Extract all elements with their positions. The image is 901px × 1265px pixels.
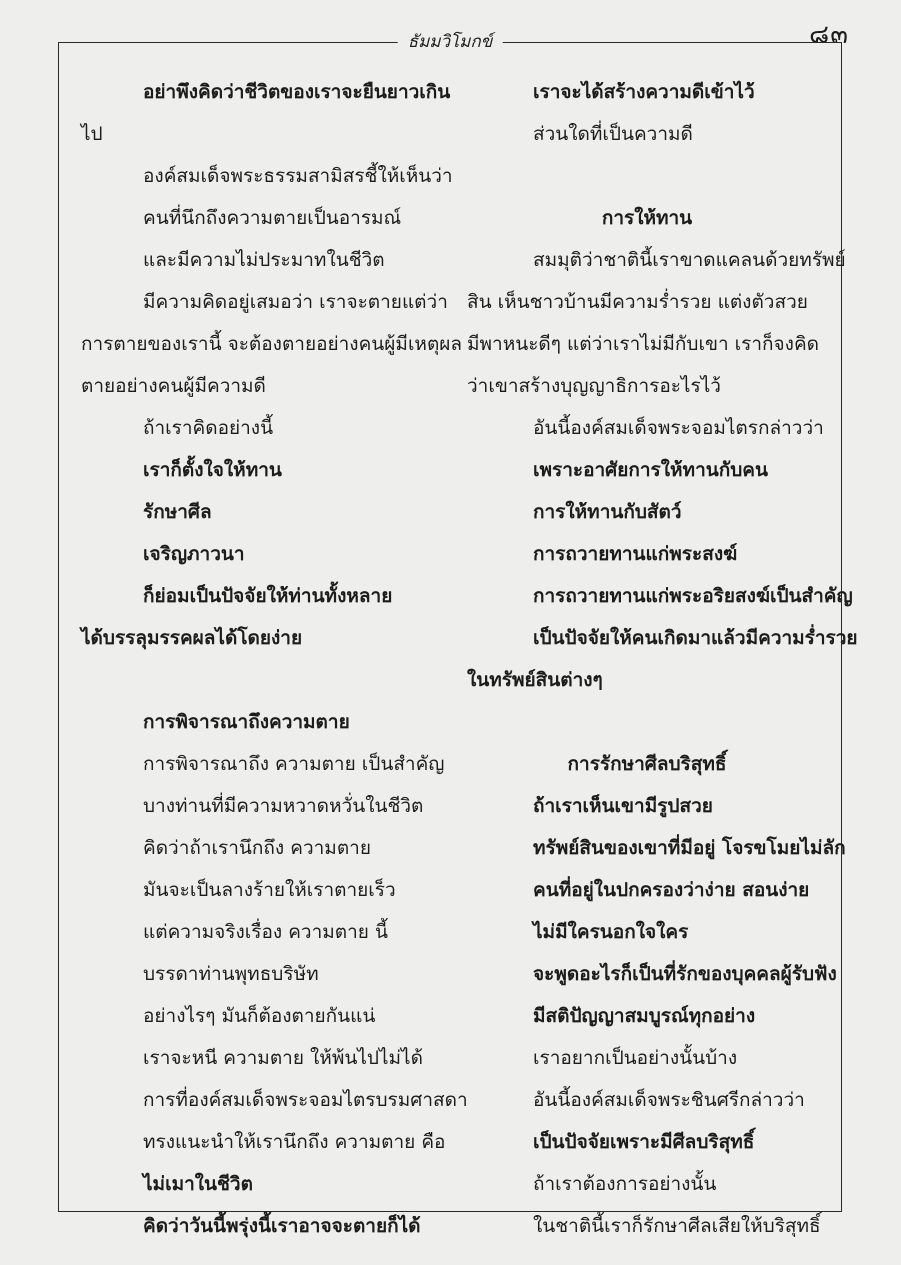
text-line: ก็ย่อมเป็นปัจจัยให้ท่านทั้งหลาย bbox=[143, 585, 393, 607]
text-line: คิดว่าวันนี้พรุ่งนี้เราอาจจะตายก็ได้ bbox=[143, 1215, 421, 1237]
text-line: ถ้าเราคิดอย่างนี้ bbox=[143, 417, 274, 439]
text-line: มีสติปัญญาสมบูรณ์ทุกอย่าง bbox=[533, 1005, 756, 1027]
text-line: มีพาหนะดีๆ แต่ว่าเราไม่มีกับเขา เราก็จงคิด bbox=[467, 333, 820, 355]
text-line: ในชาตินี้เราก็รักษาศีลเสียให้บริสุทธิ์ bbox=[533, 1215, 821, 1237]
text-line: และมีความไม่ประมาทในชีวิต bbox=[143, 249, 385, 271]
text-line: ถ้าเราต้องการอย่างนั้น bbox=[533, 1173, 717, 1195]
paragraph-gap bbox=[467, 701, 827, 743]
text-line: ไม่เมาในชีวิต bbox=[143, 1173, 253, 1195]
text-line: จะพูดอะไรก็เป็นที่รักของบุคคลผู้รับฟัง bbox=[533, 963, 837, 985]
text-line: การที่องค์สมเด็จพระจอมไตรบรมศาสดา bbox=[143, 1089, 468, 1111]
text-line: เจริญภาวนา bbox=[143, 543, 245, 565]
text-line: เราจะได้สร้างความดีเข้าไว้ bbox=[533, 81, 755, 103]
text-line: ตายอย่างคนผู้มีความดี bbox=[81, 375, 266, 397]
text-line: เป็นปัจจัยเพราะมีศีลบริสุทธิ์ bbox=[533, 1131, 755, 1153]
text-line: ไป bbox=[81, 123, 103, 145]
text-line: เป็นปัจจัยให้คนเกิดมาแล้วมีความร่ำรวย bbox=[533, 627, 858, 649]
text-line: เราก็ตั้งใจให้ทาน bbox=[143, 459, 282, 481]
paragraph-gap bbox=[81, 659, 437, 701]
text-line: เราอยากเป็นอย่างนั้นบ้าง bbox=[533, 1047, 738, 1069]
text-line: การถวายทานแก่พระอริยสงฆ์เป็นสำคัญ bbox=[533, 585, 853, 607]
text-line: อันนี้องค์สมเด็จพระจอมไตรกล่าวว่า bbox=[533, 417, 824, 439]
text-line: สมมุติว่าชาตินี้เราขาดแคลนด้วยทรัพย์ bbox=[533, 249, 846, 271]
text-line: การพิจารณาถึงความตาย bbox=[143, 711, 350, 733]
text-line: อย่าพึงคิดว่าชีวิตของเราจะยืนยาวเกิน bbox=[143, 81, 451, 103]
text-line: การถวายทานแก่พระสงฆ์ bbox=[533, 543, 738, 565]
page-number: ๘๓ bbox=[809, 20, 849, 50]
text-line: การตายของเรานี้ จะต้องตายอย่างคนผู้มีเหตุผล bbox=[81, 333, 463, 355]
text-line: เพราะอาศัยการให้ทานกับคน bbox=[533, 459, 768, 481]
text-line: มีความคิดอยู่เสมอว่า เราจะตายแต่ว่า bbox=[143, 291, 448, 313]
text-line: ในทรัพย์สินต่างๆ bbox=[467, 669, 603, 691]
text-line: อันนี้องค์สมเด็จพระชินศรีกล่าวว่า bbox=[533, 1089, 805, 1111]
section-heading: การรักษาศีลบริสุทธิ์ bbox=[567, 753, 727, 775]
text-line: คนที่อยู่ในปกครองว่าง่าย สอนง่าย bbox=[533, 879, 810, 901]
right-column bbox=[467, 71, 858, 1247]
text-line: ไม่มีใครนอกใจใคร bbox=[533, 921, 689, 943]
running-header: ธัมมวิโมกข์ bbox=[398, 28, 503, 55]
text-line: การพิจารณาถึง ความตาย เป็นสำคัญ bbox=[143, 753, 445, 775]
text-line: เราจะหนี ความตาย ให้พ้นไปไม่ได้ bbox=[143, 1047, 423, 1069]
text-line: สิน เห็นชาวบ้านมีความร่ำรวย แต่งตัวสวย bbox=[467, 291, 808, 313]
text-line: รักษาศีล bbox=[143, 501, 212, 523]
text-line: คนที่นึกถึงความตายเป็นอารมณ์ bbox=[143, 207, 402, 229]
text-line: ส่วนใดที่เป็นความดี bbox=[533, 123, 693, 145]
text-line: อย่างไรๆ มันก็ต้องตายกันแน่ bbox=[143, 1005, 376, 1027]
text-line: บรรดาท่านพุทธบริษัท bbox=[143, 963, 319, 985]
text-line: ว่าเขาสร้างบุญญาธิการอะไรไว้ bbox=[467, 375, 721, 397]
text-line: ได้บรรลุมรรคผลได้โดยง่าย bbox=[81, 627, 303, 649]
text-line: องค์สมเด็จพระธรรมสามิสรชี้ให้เห็นว่า bbox=[143, 165, 453, 187]
text-line: บางท่านที่มีความหวาดหวั่นในชีวิต bbox=[143, 795, 424, 817]
text-line: ทรัพย์สินของเขาที่มีอยู่ โจรขโมยไม่ลัก bbox=[533, 837, 846, 859]
text-line: แต่ความจริงเรื่อง ความตาย นี้ bbox=[143, 921, 388, 943]
section-heading: การให้ทาน bbox=[601, 207, 693, 229]
text-line: มันจะเป็นลางร้ายให้เราตายเร็ว bbox=[143, 879, 396, 901]
text-line: ทรงแนะนำให้เรานึกถึง ความตาย คือ bbox=[143, 1131, 446, 1153]
text-line: ถ้าเราเห็นเขามีรูปสวย bbox=[533, 795, 713, 817]
text-line: คิดว่าถ้าเรานึกถึง ความตาย bbox=[143, 837, 371, 859]
left-column bbox=[81, 71, 468, 1247]
paragraph-gap bbox=[467, 155, 827, 197]
text-line: การให้ทานกับสัตว์ bbox=[533, 501, 682, 523]
